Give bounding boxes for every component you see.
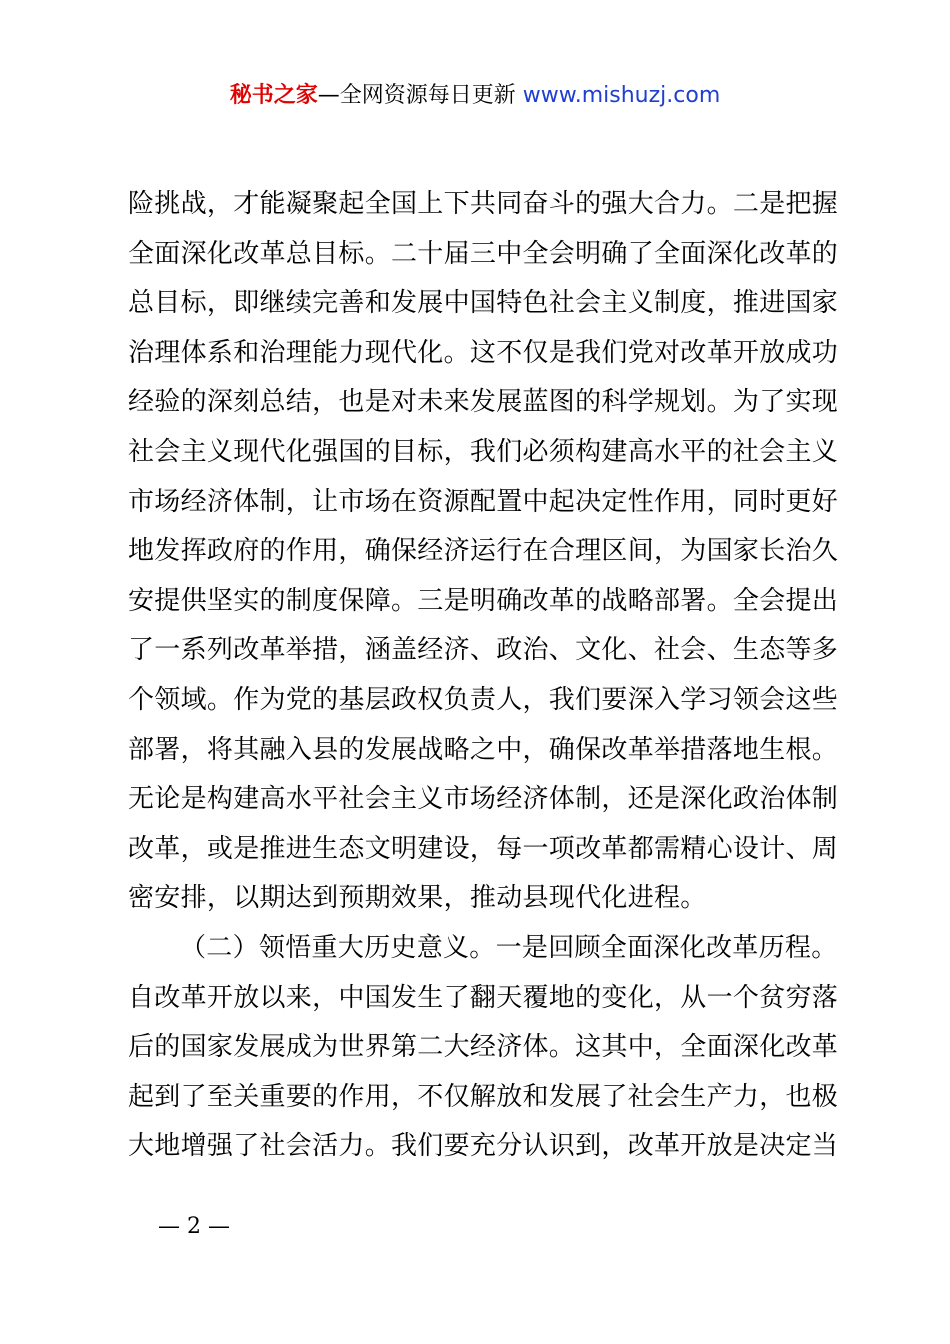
text-line: 社会主义现代化强国的目标，我们必须构建高水平的社会主义 (128, 436, 839, 467)
text-line: 无论是构建高水平社会主义市场经济体制，还是深化政治体制 (128, 784, 839, 815)
page-number: — 2 — (158, 1214, 230, 1239)
text-line: 改革，或是推进生态文明建设，每一项改革都需精心设计、周 (128, 833, 839, 864)
text-line: 个领域。作为党的基层政权负责人，我们要深入学习领会这些 (128, 684, 839, 715)
text-line: 地发挥政府的作用，确保经济运行在合理区间，为国家长治久 (128, 536, 839, 567)
text-line: 了一系列改革举措，涵盖经济、政治、文化、社会、生态等多 (128, 635, 839, 666)
document-body (128, 180, 839, 1172)
text-line: 部署，将其融入县的发展战略之中，确保改革举措落地生根。 (128, 734, 839, 765)
text-line: 后的国家发展成为世界第二大经济体。这其中，全面深化改革 (128, 1032, 839, 1063)
section-heading-line: （二）领悟重大历史意义。一是回顾全面深化改革历程。 (180, 932, 838, 963)
text-line: 安提供坚实的制度保障。三是明确改革的战略部署。全会提出 (128, 585, 839, 616)
text-line: 治理体系和治理能力现代化。这不仅是我们党对改革开放成功 (128, 337, 839, 368)
text-line: 经验的深刻总结，也是对未来发展蓝图的科学规划。为了实现 (128, 387, 839, 418)
text-line: 市场经济体制，让市场在资源配置中起决定性作用，同时更好 (128, 486, 839, 517)
header-tagline: —全网资源每日更新 (317, 83, 523, 108)
text-line: 密安排，以期达到预期效果，推动县现代化进程。 (128, 883, 707, 914)
text-line: 总目标，即继续完善和发展中国特色社会主义制度，推进国家 (128, 288, 839, 319)
site-header (0, 80, 950, 112)
brand-name: 秘书之家 (229, 83, 318, 108)
site-url-link[interactable]: www.mishuzj.com (522, 83, 721, 108)
text-line: 自改革开放以来，中国发生了翻天覆地的变化，从一个贫穷落 (128, 982, 839, 1013)
text-line: 大地增强了社会活力。我们要充分认识到，改革开放是决定当 (128, 1131, 839, 1162)
text-line: 全面深化改革总目标。二十届三中全会明确了全面深化改革的 (128, 238, 839, 269)
text-line: 起到了至关重要的作用，不仅解放和发展了社会生产力，也极 (128, 1081, 839, 1112)
text-line: 险挑战，才能凝聚起全国上下共同奋斗的强大合力。二是把握 (128, 189, 839, 219)
